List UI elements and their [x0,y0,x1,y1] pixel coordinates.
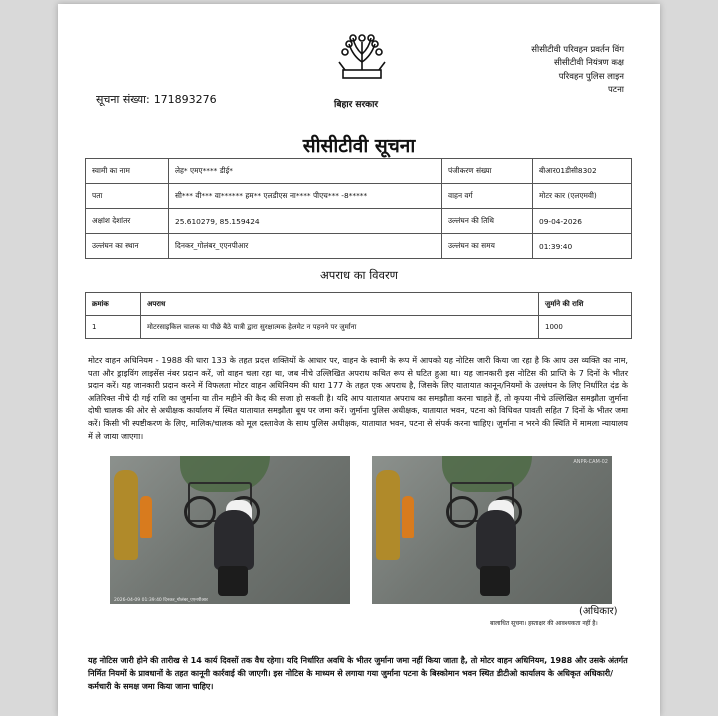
address-line: सीसीटीवी नियंत्रण कक्ष [553,58,624,69]
violation-place-value: दिनकर_गोलंबर_एएनपीआर [169,234,442,259]
office-address [531,44,624,98]
address-value: सी*** वी*** वा****** हम** एलडीएस ना**** पीएच*** -8***** [169,184,442,209]
cctv-photo-2 [372,456,612,604]
violation-time-label: उल्लंघन का समय [442,234,533,259]
address-line: पटना [607,85,624,96]
table-row [86,209,632,234]
vehicle-info-table [85,158,632,259]
registration-value: बीआर01डीसी8302 [533,159,632,184]
authority-label: (अधिकार) [579,606,618,617]
offense-description: मोटरसाइकिल चालक या पीछे बैठे यात्री द्वारा सुरक्षात्मक हेलमेट न पहनने पर जुर्माना [141,316,539,339]
column-header: अपराध [141,293,539,316]
column-header: जुर्माने की राशि [539,293,632,316]
notice-body: मोटर वाहन अधिनियम - 1988 की धारा 133 के तहत प्रदत्त शक्तियों के आधार पर, वाहन के स्वामी के रूप में आपको यह नोटिस जारी किया जा रहा है कि आप उस व्यक्ति का नाम, पता और ड्राइविंग लाइसेंस नंबर प्रदान करें, जो वाहन चला रहा था, जब नीचे उल्लिखित अपराध कथित रूप से घटित हुआ था। यह जानकारी इस नोटिस की प्राप्ति के 7 दिनों के भीतर प्रदान करें। यह जानकारी प्रदान करने में विफलता मोटर वाहन अधिनियम की धारा 177 के तहत एक अपराध है, जिसके लिए यातायात कानून/नियमों के उल्लंघन के लिए निर्धारित दंड के अतिरिक्त नीचे दी गई राशि का जुर्माना या तीन महीने की कैद की सजा हो सकती है। यदि आप यातायात अपराध का समझौता करना चाहते हैं, तो कृपया नीचे उल्लिखित समझौता जुर्माना दोषी चालक की ओर से अधीक्षक कार्यालय में स्थित यातायात समझौता बूथ पर जमा करें। जुर्माना पुलिस अधीक्षक, यातायात भवन, पटना को विधिवत पावती सहित 7 दिनों के भीतर जमा करें। किसी भी स्पष्टीकरण के लिए, मालिक/चालक को मूल दस्तावेज के साथ पुलिस अधीक्षक, यातायात भवन, पटना से संपर्क करना चाहिए। जुर्माना न भरने की स्थिति में मामला न्यायालय में ले जाया जाएगा। [88,355,628,441]
latlong-value: 25.610279, 85.159424 [169,209,442,234]
table-header-row [86,293,632,316]
owner-label: स्वामी का नाम [86,159,169,184]
address-line: सीसीटीवी परिवहन प्रवर्तन विंग [531,45,624,55]
notice-page [58,4,660,716]
address-line: परिवहन पुलिस लाइन [558,71,624,82]
offense-number: 1 [86,316,141,339]
document-title: सीसीटीवी सूचना [302,135,416,157]
offense-fine: 1000 [539,316,632,339]
registration-label: पंजीकरण संख्या [442,159,533,184]
offense-section-title: अपराध का विवरण [320,268,398,282]
photo-timestamp: 2026-04-09 01:39:40 दिनकर_गोलंबर_एएनपीआर [114,598,208,603]
column-header: क्रमांक [86,293,141,316]
violation-time-value: 01:39:40 [533,234,632,259]
offense-table [85,292,632,339]
emblem-caption: बिहार सरकार [334,100,379,110]
owner-value: लेह* एमए**** डीई* [169,159,442,184]
notice-number-label: सूचना संख्या: [96,93,150,106]
table-row [86,184,632,209]
address-label: पता [86,184,169,209]
table-row [86,159,632,184]
no-signature-note: बालाधित सूचना। हस्ताक्षर की आवश्यकता नहीं है। [490,620,598,627]
notice-number-value: 171893276 [153,93,217,106]
notice-number [96,92,221,107]
bihar-emblem-icon [335,32,389,86]
cctv-photo-1 [110,456,350,604]
table-row [86,234,632,259]
latlong-label: अक्षांश देशांतर [86,209,169,234]
validity-footer: यह नोटिस जारी होने की तारीख से 14 कार्य दिवसों तक वैध रहेगा। यदि निर्धारित अवधि के भीतर जुर्माना जमा नहीं किया जाता है, तो मोटर वाहन अधिनियम, 1988 और उसके अंतर्गत निर्मित नियमों के प्रावधानों के तहत कानूनी कार्रवाई की जाएगी। इस नोटिस के माध्यम से लगाया गया जुर्माना पटना के बिस्कोमान भवन स्थित डीटीओ कार्यालय के अधिकृत अधिकारी/कर्मचारी के समक्ष जमा किया जाना चाहिए। [88,656,628,691]
violation-date-label: उल्लंघन की तिथि [442,209,533,234]
violation-date-value: 09-04-2026 [533,209,632,234]
vehicle-class-label: वाहन वर्ग [442,184,533,209]
vehicle-class-value: मोटर कार (एलएमवी) [533,184,632,209]
table-row [86,316,632,339]
violation-place-label: उल्लंघन का स्थान [86,234,169,259]
camera-label: ANPR-CAM-02 [573,459,608,465]
